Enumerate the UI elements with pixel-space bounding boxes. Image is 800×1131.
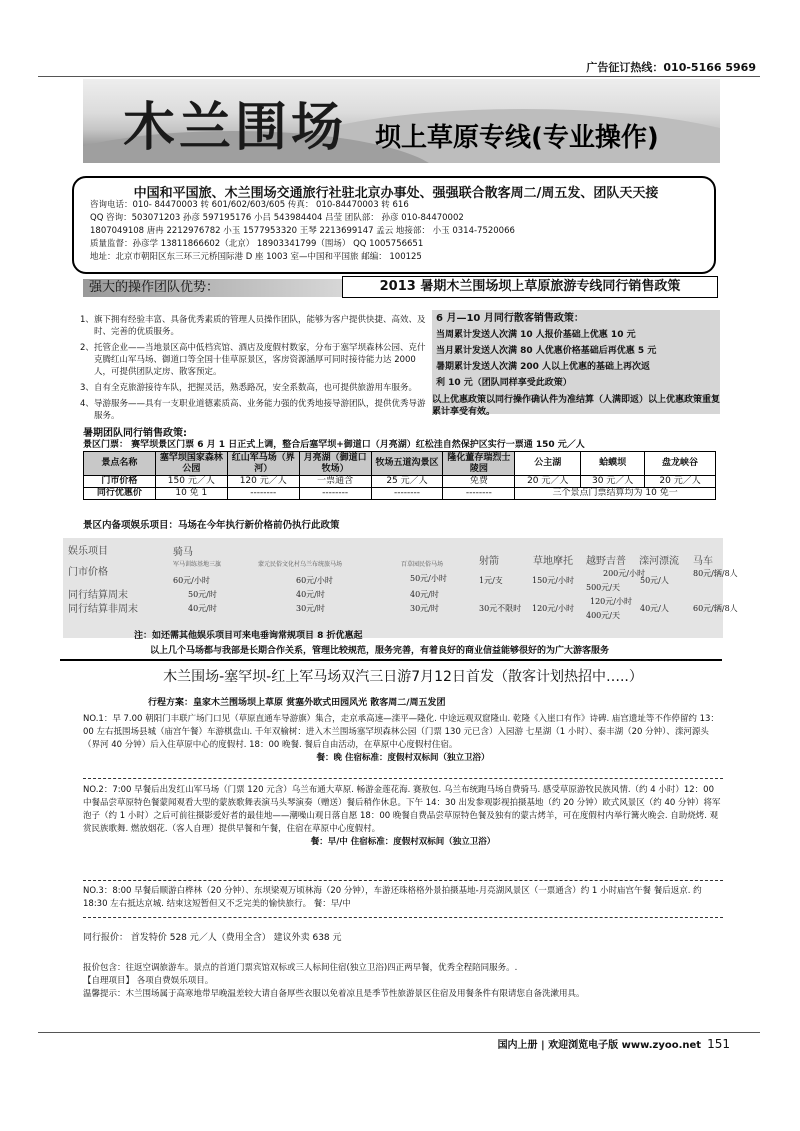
ticket-price-table (83, 451, 716, 500)
ent-weekday-price: 40元/时 (188, 604, 217, 613)
entertainment-table (63, 538, 738, 638)
dashed-divider (83, 880, 723, 881)
table-cell: 一票通含 (299, 476, 371, 488)
footer (498, 1036, 730, 1051)
table-row (84, 488, 716, 500)
advantage-item (80, 398, 428, 422)
advantage-number: 4、 (80, 399, 94, 409)
ent-weekday-price: 40元/人 (640, 604, 669, 613)
advantage-number: 2、 (80, 343, 94, 353)
advantage-item (80, 382, 428, 394)
table-header: 公主湖 (515, 452, 581, 476)
foot-note: 温馨提示：木兰围场属于高寒地带早晚温差较大请自备厚些衣服以免着凉且是季节性旅游景区住宿及用餐条件有限请您自备洗漱用具。 (83, 989, 585, 999)
contact-line: 1807049108 唐冉 2212976782 小玉 1577953320 王琴 2213699147 孟云 地接部： 小玉 0314-7520066 (90, 226, 515, 236)
ent-retail-price: 60元/小时 (296, 576, 333, 585)
itinerary-plan: 行程方案：皇家木兰围场坝上草原 赏塞外欧式田园风光 散客周二/周五发团 (148, 698, 446, 708)
table-cell: 10 免 1 (155, 488, 227, 500)
ent-weekend-price: 50元/时 (188, 590, 217, 599)
sales-policy-line: 暑期累计发送人次满 200 人以上优惠的基础上再次返 (436, 362, 651, 372)
banner-subtitle: 坝上草原专线(专业操作) (375, 123, 659, 153)
table-header: 牧场五道沟景区 (371, 452, 443, 476)
table-cell: 25 元／人 (371, 476, 443, 488)
ent-header: 射箭 (479, 556, 499, 567)
table-header: 蛤蟆坝 (581, 452, 645, 476)
advantage-number: 1、 (80, 315, 94, 325)
table-cell: 同行优惠价 (84, 488, 156, 500)
tour-title: 木兰围场-塞罕坝-红上军马场双汽三日游7月12日首发（散客计划热招中…..） (163, 669, 643, 685)
foot-note: 报价包含：往返空调旅游车。景点的首道门票宾馆双标或三人标间住宿(独立卫浴)四正两早餐，优秀全程陪同服务。. (83, 963, 518, 973)
ent-retail-price: 500元/天 (586, 583, 620, 592)
ent-weekday-price: 120元/小时 (532, 604, 574, 613)
contact-line: QQ 咨询：503071203 孙彦 597195176 小吕 543984404 吕莹 团队部： 孙彦 010-84470002 (90, 213, 464, 223)
scenic-ticket-line: 景区门票： 赛罕坝景区门票 6 月 1 日正式上调，整合后塞罕坝+御道口（月亮湖）红松洼自然保护区实行一票通 150 元／人 (83, 440, 585, 450)
table-cell: -------- (371, 488, 443, 500)
ent-sub-header: 蒙元民俗文化村乌兰布统旅马场 (258, 561, 343, 568)
ent-header: 越野吉普 (586, 556, 626, 567)
top-rule (38, 76, 760, 77)
ent-weekday-price: 120元/小时 (590, 597, 632, 606)
sales-policy-line: 当月累计发送人次满 80 人优惠价格基础后再优惠 5 元 (436, 346, 657, 356)
table-header-row (84, 452, 716, 476)
contact-title: 中国和平国旅、木兰围场交通旅行社驻北京办事处、强强联合散客周二/周五发、团队天天接 (133, 186, 659, 201)
table-cell: -------- (443, 488, 515, 500)
advantage-text: 导游服务——具有一支职业道德素质高、业务能力强的优秀地接导游团队，提供优秀导游服务。 (94, 399, 426, 421)
banner (83, 79, 720, 163)
ad-hotline: 广告征订热线：010-5166 5969 (586, 61, 756, 74)
price-line: 同行报价： 首发特价 528 元／人（费用全含） 建议外卖 638 元 (83, 933, 342, 943)
ent-retail-price: 50元/人 (640, 576, 669, 585)
ent-weekday-price: 60元/辆/8人 (693, 604, 738, 613)
ent-retail-price: 150元/小时 (532, 576, 574, 585)
day-itinerary (83, 713, 723, 765)
table-cell: 20 元／人 (515, 476, 581, 488)
page-number: 151 (707, 1037, 730, 1051)
advantage-text: 旗下拥有经验丰富、具备优秀素质的管理人员操作团队，能够为客户提供快捷、高效、及时、完善的优质服务。 (94, 315, 426, 337)
table-cell: -------- (299, 488, 371, 500)
ent-retail-price: 1元/支 (479, 576, 503, 585)
table-header: 塞罕坝国家森林公园 (155, 452, 227, 476)
day-text: NO.2：7:00 早餐后出发红山军马场（门票 120 元含）乌兰布通大草原. 畅游金莲花海. 赛敖包. 乌兰布统跑马场自费骑马. 感受草原游牧民族风情.（约 4 小时）12：00 中餐品尝草原特色餐蒙闻观看大型的蒙族歌舞表演马头琴演奏（赠送）餐后稍作休息。下午 14：30 出发参观影视拍摄基地（约 20 分钟）欧式风景区（约 40 分钟）将军泡子（约 1 小时）之后可前往摄影爱好者的最佳地——潮噪山观日落自愿 18：00 晚餐自费品尝草原特色餐及独有的蒙古烤羊，可在度假村内举行篝火晚会. 自助烧烤. 观赏民族歌舞. 燃放烟花.（客人自理）提供早餐和午餐，住宿在草原中心度假村。 (83, 785, 721, 834)
table-cell: 150 元／人 (155, 476, 227, 488)
ent-header: 滦河漂流 (639, 556, 679, 567)
table-cell: 门市价格 (84, 476, 156, 488)
dashed-divider (83, 778, 723, 779)
sales-policy-extra: 以上优惠政策以同行操作确认件为准结算（人满即返）以上优惠政策重复累计享受有效。 (432, 395, 721, 417)
policy-title: 2013 暑期木兰围场坝上草原旅游专线同行销售政策 (342, 276, 718, 298)
foot-notes (83, 962, 723, 1001)
contact-box (72, 176, 716, 274)
table-cell: 120 元／人 (227, 476, 299, 488)
ent-weekend-price: 40元/时 (410, 590, 439, 599)
ent-retail-price: 80元/辆/8人 (693, 569, 738, 578)
bottom-rule (38, 1032, 760, 1033)
foot-note: 【自理项目】 各项自费娱乐项目。 (83, 976, 214, 986)
day-text: NO.3：8:00 早餐后顺游白桦林（20 分钟）、东坝梁观万顷林海（20 分钟），车游还珠格格外景拍摄基地-月亮湖风景区（一票通含）约 1 小时庙宫午餐 餐后返京. 约 18:30 左右抵达京城. 结束这短暂但又不乏完美的愉快旅行。 餐：早/中 (83, 886, 702, 909)
contact-line: 地址：北京市朝阳区东三环三元桥国际港 D 座 1003 室—中国和平国旅 邮编： 100125 (90, 252, 422, 262)
day-itinerary (83, 885, 723, 911)
ent-sub-header: 百草园民俗马场 (401, 561, 444, 568)
day-meal: 餐：早/中 住宿标准：度假村双标间（独立卫浴） (310, 837, 496, 847)
ent-retail-price: 60元/小时 (173, 576, 210, 585)
table-cell: -------- (227, 488, 299, 500)
table-row (84, 476, 716, 488)
table-cell: 三个景点门票结算均为 10 免一 (515, 488, 716, 500)
contact-line: 咨询电话：010- 84470003 转 601/602/603/605 传真： 010-84470003 转 616 (90, 200, 409, 210)
team-advantage-label: 强大的操作团队优势： (83, 279, 347, 297)
ent-header: 骑马 (173, 547, 193, 558)
ent-retail-price: 50元/小时 (410, 574, 447, 583)
advantage-item (80, 314, 428, 338)
partnership-note: 以上几个马场都与我部是长期合作关系，管理比较规范，服务完善，有着良好的商业信益能够很好的为广大游客服务 (150, 646, 610, 656)
table-header: 盘龙峡谷 (645, 452, 716, 476)
ent-row-label: 同行结算非周末 (68, 604, 138, 615)
advantage-text: 自有全克旅游接待车队，把握灵活，熟悉路况，安全系数高，也可提供旅游用车服务。 (94, 383, 418, 393)
sales-policy-line: 当周累计发送人次满 10 人报价基础上优惠 10 元 (436, 330, 636, 340)
ent-row-label: 门市价格 (68, 567, 108, 578)
table-header: 月亮湖（御道口牧场） (299, 452, 371, 476)
advantage-item (80, 342, 428, 378)
ent-weekend-price: 40元/时 (296, 590, 325, 599)
summer-team-title: 暑期团队同行销售政策: (83, 428, 187, 439)
banner-title: 木兰围场 (123, 97, 348, 158)
ent-weekday-price: 30元不限时 (479, 604, 522, 613)
advantage-list (80, 314, 428, 426)
contact-line: 质量监督：孙彦学 13811866602（北京） 18903341799（围场） QQ 1005756651 (90, 239, 424, 249)
sales-policy-heading: 6 月—10 月同行散客销售政策： (436, 313, 584, 324)
section-divider (60, 659, 722, 661)
table-header: 隆化董存瑞烈士陵园 (443, 452, 515, 476)
table-header: 红山军马场（界河） (227, 452, 299, 476)
table-cell: 30 元／人 (581, 476, 645, 488)
sales-policy-line: 利 10 元（团队同样享受此政策） (436, 378, 572, 388)
advantage-text: 托管企业——当地景区高中低档宾馆、酒店及度假村数家，分布于塞罕坝森林公园、克什克腾红山军马场、御道口等全国十佳草原景区，客房资源涵厚可同时接待能力达 2000 人，可提供团队定房、散客预定。 (94, 343, 426, 377)
day-itinerary (83, 784, 723, 849)
ent-sub-header: 军马训练基地三旗 (173, 561, 222, 568)
dashed-divider (83, 917, 723, 918)
ent-header: 草地摩托 (533, 556, 573, 567)
ent-retail-price: 200元/小时 (603, 569, 645, 578)
table-cell: 20 元／人 (645, 476, 716, 488)
entertainment-note: 注：如还需其他娱乐项目可来电垂询常规项目 8 折优惠起 (134, 631, 363, 641)
ent-header: 马车 (693, 556, 713, 567)
table-header: 景点名称 (84, 452, 156, 476)
day-text: NO.1：早 7.00 朝阳门丰联广场门口见（草原直通车导游旗）集合，走京承高速—滦平—隆化. 中途远观双窟隆山. 乾隆《入崖口有作》诗碑. 庙宫遗址等不作停留约 13：00 左右抵围场县城（庙宫午餐）车游棋盘山. 千年双榆树：进入木兰围场塞罕坝森林公园（门票 130 元已含）入园游 七星湖（1 小时）、泰丰湖（20 分钟）、滦河源头（界河 40 分钟）后入住草原中心的度假村. 18：00 晚餐. 餐后自由活动，在草原中心度假村住宿。 (83, 714, 719, 750)
footer-text: 国内上册 | 欢迎浏览电子版 www.zyoo.net (497, 1040, 702, 1051)
entertainment-line: 景区内备项娱乐项目：马场在今年执行新价格前仍执行此政策 (83, 520, 340, 531)
ent-row-label: 娱乐项目 (68, 546, 108, 557)
ent-row-label: 同行结算周末 (68, 590, 128, 601)
advantage-number: 3、 (80, 383, 94, 393)
ent-weekday-price: 400元/天 (586, 611, 620, 620)
ent-weekday-price: 30元/时 (296, 604, 325, 613)
ent-weekday-price: 30元/时 (410, 604, 439, 613)
day-meal: 餐：晚 住宿标准：度假村双标间（独立卫浴） (316, 753, 490, 763)
table-cell: 免费 (443, 476, 515, 488)
